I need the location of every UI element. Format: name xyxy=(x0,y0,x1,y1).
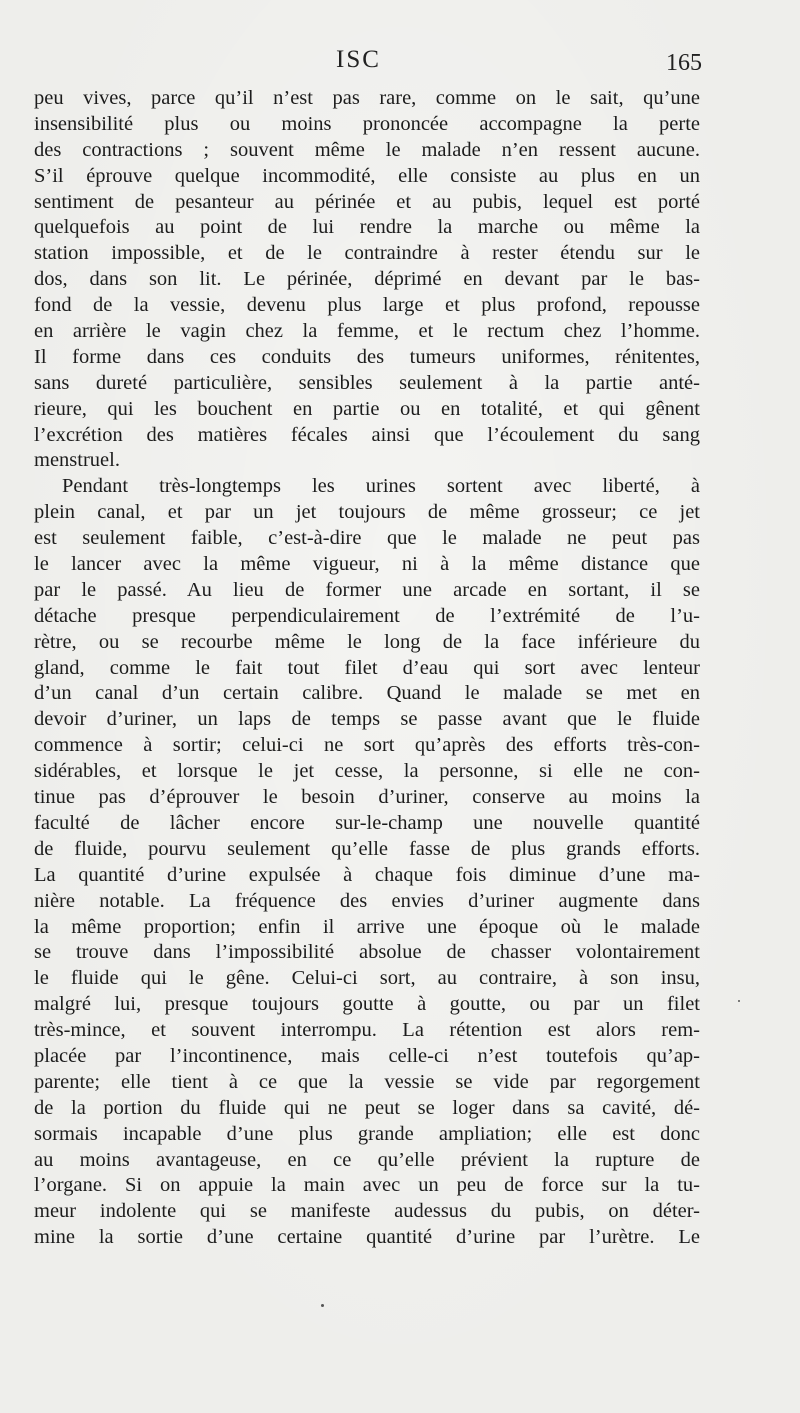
text-line: le lancer avec la même vigueur, ni à la même distance que xyxy=(34,553,700,576)
running-head-title: ISC xyxy=(336,46,381,73)
text-line: peu vives, parce qu’il n’est pas rare, comme on le sait, qu’une xyxy=(34,87,700,109)
text-line: rieure, qui les bouchent en partie ou en totalité, et qui gênent xyxy=(34,397,700,420)
text-line: l’excrétion des matières fécales ainsi que l’écoulement du sang xyxy=(34,423,700,446)
text-line: menstruel. xyxy=(34,449,120,472)
text-line: rètre, ou se recourbe même le long de la face inférieure du xyxy=(34,630,700,653)
text-line: parente; elle tient à ce que la vessie se vide par regorgement xyxy=(34,1070,700,1093)
text-line: d’un canal d’un certain calibre. Quand le malade se met en xyxy=(34,682,700,705)
text-line: au moins avantageuse, en ce qu’elle prévient la rupture de xyxy=(34,1148,700,1171)
text-line: l’organe. Si on appuie la main avec un peu de force sur la tu- xyxy=(34,1174,700,1197)
text-line: Il forme dans ces conduits des tumeurs uniformes, rénitentes, xyxy=(34,345,700,368)
text-line: commence à sortir; celui-ci ne sort qu’après des efforts très-con- xyxy=(34,734,700,757)
text-line: S’il éprouve quelque incommodité, elle consiste au plus en un xyxy=(34,164,700,187)
text-line: sormais incapable d’une plus grande ampliation; elle est donc xyxy=(34,1122,700,1145)
text-line: par le passé. Au lieu de former une arcade en sortant, il se xyxy=(34,578,700,601)
body-text xyxy=(34,86,700,1251)
text-line: mine la sortie d’une certaine quantité d’urine par l’urètre. Le xyxy=(34,1226,700,1249)
text-line: plein canal, et par un jet toujours de même grosseur; ce jet xyxy=(34,501,700,524)
paragraph xyxy=(34,86,700,474)
text-line: des contractions ; souvent même le malade n’en ressent aucune. xyxy=(34,138,700,161)
text-line: tinue pas d’éprouver le besoin d’uriner, conserve au moins la xyxy=(34,786,700,809)
text-line: sans dureté particulière, sensibles seulement à la partie anté- xyxy=(34,371,700,394)
text-line: sidérables, et lorsque le jet cesse, la personne, si elle ne con- xyxy=(34,760,700,783)
text-line: malgré lui, presque toujours goutte à goutte, ou par un filet xyxy=(34,993,700,1016)
text-line: nière notable. La fréquence des envies d’uriner augmente dans xyxy=(34,889,700,912)
text-line: se trouve dans l’impossibilité absolue de chasser volontairement xyxy=(34,941,700,964)
text-line: quelquefois au point de lui rendre la marche ou même la xyxy=(34,216,700,239)
text-line: devoir d’uriner, un laps de temps se passe avant que le fluide xyxy=(34,708,700,731)
ink-speck xyxy=(738,1000,740,1002)
text-line: insensibilité plus ou moins prononcée accompagne la perte xyxy=(34,112,700,135)
text-line: La quantité d’urine expulsée à chaque fois diminue d’une ma- xyxy=(34,863,700,886)
paragraph xyxy=(34,474,700,1251)
text-line: gland, comme le fait tout filet d’eau qui sort avec lenteur xyxy=(34,656,700,679)
page-number: 165 xyxy=(666,50,702,76)
text-line: de fluide, pourvu seulement qu’elle fasse de plus grands efforts. xyxy=(34,837,700,860)
text-line: la même proportion; enfin il arrive une époque où le malade xyxy=(34,915,700,938)
text-line: de la portion du fluide qui ne peut se loger dans sa cavité, dé- xyxy=(34,1096,700,1119)
text-line: fond de la vessie, devenu plus large et plus profond, repousse xyxy=(34,294,700,317)
text-line: faculté de lâcher encore sur-le-champ une nouvelle quantité xyxy=(34,811,700,834)
text-line: dos, dans son lit. Le périnée, déprimé en devant par le bas- xyxy=(34,268,700,291)
text-line: est seulement faible, c’est-à-dire que le malade ne peut pas xyxy=(34,527,700,550)
text-line: sentiment de pesanteur au périnée et au pubis, lequel est porté xyxy=(34,190,700,213)
text-line: le fluide qui le gêne. Celui-ci sort, au contraire, à son insu, xyxy=(34,967,700,990)
text-line: station impossible, et de le contraindre à rester étendu sur le xyxy=(34,242,700,265)
text-line: Pendant très-longtemps les urines sortent avec liberté, à xyxy=(62,475,700,498)
text-line: très-mince, et souvent interrompu. La rétention est alors rem- xyxy=(34,1019,700,1042)
text-line: meur indolente qui se manifeste audessus du pubis, on déter- xyxy=(34,1200,700,1223)
running-head xyxy=(0,46,800,82)
text-line: en arrière le vagin chez la femme, et le rectum chez l’homme. xyxy=(34,320,700,343)
text-line: placée par l’incontinence, mais celle-ci n’est toutefois qu’ap- xyxy=(34,1044,700,1067)
text-line: détache presque perpendiculairement de l’extrémité de l’u- xyxy=(34,604,700,627)
ink-speck xyxy=(321,1304,324,1307)
